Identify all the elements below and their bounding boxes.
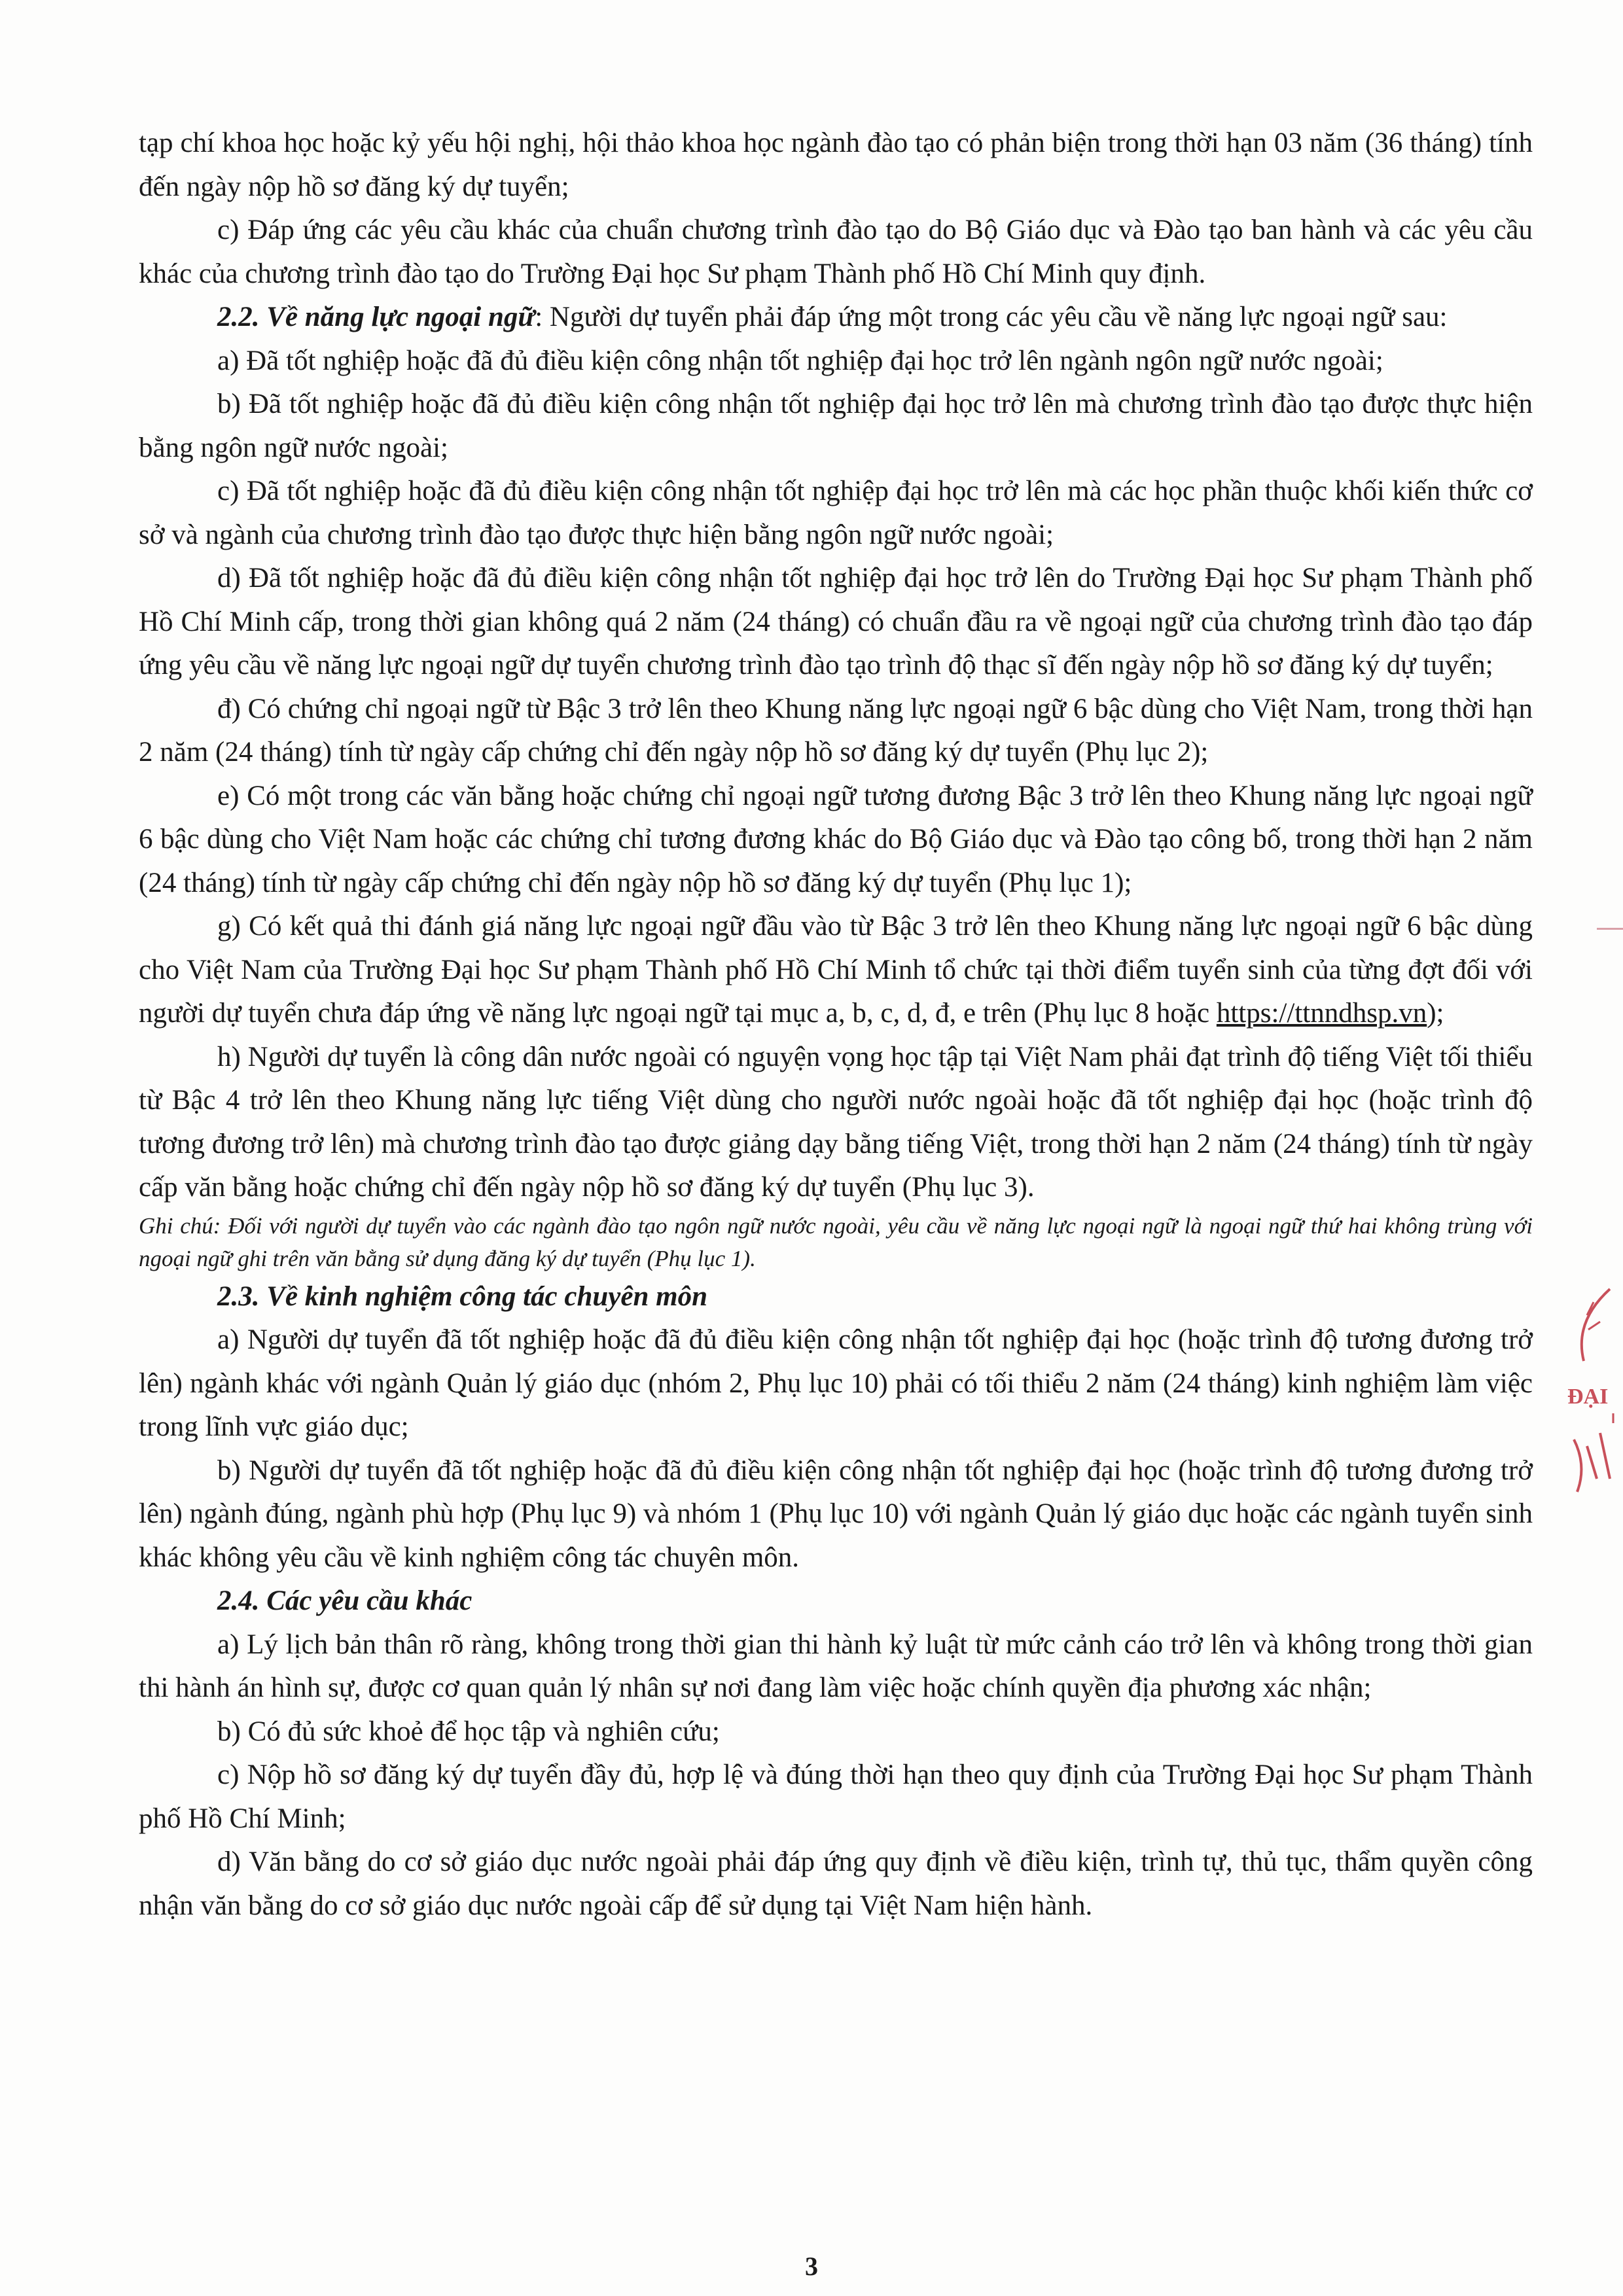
section-2-2-item-dd: đ) Có chứng chỉ ngoại ngữ từ Bậc 3 trở lên theo Khung năng lực ngoại ngữ 6 bậc dùng cho Việt Nam, trong thời hạn 2 năm (24 tháng) tính từ ngày cấp chứng chỉ đến ngày nộp hồ sơ đăng ký dự tuyển (Phụ lục 2);	[139, 693, 1533, 768]
section-2-2-item-h: h) Người dự tuyển là công dân nước ngoài có nguyện vọng học tập tại Việt Nam phải đạt trình độ tiếng Việt tối thiểu từ Bậc 4 trở lên theo Khung năng lực tiếng Việt dùng cho người nước ngoài hoặc đã tốt nghiệp đại học (hoặc trình độ tương đương trở lên) mà chương trình đào tạo được giảng dạy bằng tiếng Việt, trong thời hạn 2 năm (24 tháng) tính từ ngày cấp văn bằng hoặc chứng chỉ đến ngày nộp hồ sơ đăng ký dự tuyển (Phụ lục 3).	[139, 1041, 1533, 1203]
section-2-2-item-a: a) Đã tốt nghiệp hoặc đã đủ điều kiện công nhận tốt nghiệp đại học trở lên ngành ngôn ngữ nước ngoài;	[217, 345, 1383, 376]
section-2-2-title: 2.2. Về năng lực ngoại ngữ	[217, 302, 535, 332]
section-2-2-intro: : Người dự tuyển phải đáp ứng một trong các yêu cầu về năng lực ngoại ngữ sau:	[535, 302, 1448, 332]
section-2-3-item-a: a) Người dự tuyển đã tốt nghiệp hoặc đã đủ điều kiện công nhận tốt nghiệp đại học (hoặc trình độ tương đương trở lên) ngành khác với ngành Quản lý giáo dục (nhóm 2, Phụ lục 10) phải có tối thiểu 2 năm (24 tháng) kinh nghiệm làm việc trong lĩnh vực giáo dục;	[139, 1324, 1533, 1442]
section-2-4-item-b: b) Có đủ sức khoẻ để học tập và nghiên cứu;	[217, 1716, 720, 1747]
section-2-4-title: 2.4. Các yêu cầu khác	[217, 1585, 473, 1616]
margin-line	[1597, 928, 1623, 930]
section-2-2-item-b: b) Đã tốt nghiệp hoặc đã đủ điều kiện công nhận tốt nghiệp đại học trở lên mà chương trình đào tạo được thực hiện bằng ngôn ngữ nước ngoài;	[139, 389, 1533, 463]
section-2-2-item-d: d) Đã tốt nghiệp hoặc đã đủ điều kiện công nhận tốt nghiệp đại học trở lên do Trường Đại học Sư phạm Thành phố Hồ Chí Minh cấp, trong thời gian không quá 2 năm (24 tháng) có chuẩn đầu ra về ngoại ngữ của chương trình đào tạo đáp ứng yêu cầu về năng lực ngoại ngữ dự tuyển chương trình đào tạo trình độ thạc sĩ đến ngày nộp hồ sơ đăng ký dự tuyển;	[139, 563, 1533, 680]
paragraph-item-c: c) Đáp ứng các yêu cầu khác của chuẩn chương trình đào tạo do Bộ Giáo dục và Đào tạo ban hành và các yêu cầu khác của chương trình đào tạo do Trường Đại học Sư phạm Thành phố Hồ Chí Minh quy định.	[139, 215, 1533, 289]
section-2-2-item-g	[139, 905, 1533, 1036]
section-2-2-paragraph	[139, 296, 1533, 340]
ttnndhsp-link[interactable]: https://ttnndhsp.vn	[1216, 998, 1427, 1029]
section-2-3-item-b: b) Người dự tuyển đã tốt nghiệp hoặc đã đủ điều kiện công nhận tốt nghiệp đại học (hoặc trình độ tương đương trở lên) ngành đúng, ngành phù hợp (Phụ lục 9) và nhóm 1 (Phụ lục 10) với ngành Quản lý giáo dục hoặc các ngành tuyển sinh khác không yêu cầu về kinh nghiệm công tác chuyên môn.	[139, 1455, 1533, 1573]
section-2-4-item-d: d) Văn bằng do cơ sở giáo dục nước ngoài phải đáp ứng quy định về điều kiện, trình tự, thủ tục, thẩm quyền công nhận văn bằng do cơ sở giáo dục nước ngoài cấp để sử dụng tại Việt Nam hiện hành.	[139, 1846, 1533, 1921]
page-number: 3	[805, 2252, 818, 2281]
paragraph-continuation: tạp chí khoa học hoặc kỷ yếu hội nghị, hội thảo khoa học ngành đào tạo có phản biện trong thời hạn 03 năm (36 tháng) tính đến ngày nộp hồ sơ đăng ký dự tuyển;	[139, 128, 1533, 202]
section-2-4-item-a: a) Lý lịch bản thân rõ ràng, không trong thời gian thi hành kỷ luật từ mức cảnh cáo trở lên và không trong thời gian thi hành án hình sự, được cơ quan quản lý nhân sự nơi đang làm việc hoặc chính quyền địa phương xác nhận;	[139, 1629, 1533, 1703]
section-2-3-title: 2.3. Về kinh nghiệm công tác chuyên môn	[217, 1280, 707, 1312]
document-body	[139, 122, 1533, 1928]
section-2-4-item-c: c) Nộp hồ sơ đăng ký dự tuyển đầy đủ, hợp lệ và đúng thời hạn theo quy định của Trường Đại học Sư phạm Thành phố Hồ Chí Minh;	[139, 1759, 1533, 1834]
seal-fragment-icon	[1548, 1282, 1620, 1505]
seal-text: ĐẠI	[1567, 1385, 1609, 1409]
section-2-2-item-c: c) Đã tốt nghiệp hoặc đã đủ điều kiện công nhận tốt nghiệp đại học trở lên mà các học phần thuộc khối kiến thức cơ sở và ngành của chương trình đào tạo được thực hiện bằng ngôn ngữ nước ngoài;	[139, 476, 1533, 550]
item-g-text: g) Có kết quả thi đánh giá năng lực ngoại ngữ đầu vào từ Bậc 3 trở lên theo Khung năng lực ngoại ngữ 6 bậc dùng cho Việt Nam của Trường Đại học Sư phạm Thành phố Hồ Chí Minh tổ chức tại thời điểm tuyển sinh của từng đợt đối với người dự tuyển chưa đáp ứng về năng lực ngoại ngữ tại mục a, b, c, d, đ, e trên (Phụ lục 8 hoặc	[139, 911, 1533, 1029]
note-paragraph: Ghi chú: Đối với người dự tuyển vào các ngành đào tạo ngôn ngữ nước ngoài, yêu cầu về năng lực ngoại ngữ là ngoại ngữ thứ hai không trùng với ngoại ngữ ghi trên văn bằng sử dụng đăng ký dự tuyển (Phụ lục 1).	[139, 1212, 1533, 1271]
section-2-2-item-e: e) Có một trong các văn bằng hoặc chứng chỉ ngoại ngữ tương đương Bậc 3 trở lên theo Khung năng lực ngoại ngữ 6 bậc dùng cho Việt Nam hoặc các chứng chỉ tương đương khác do Bộ Giáo dục và Đào tạo công bố, trong thời hạn 2 năm (24 tháng) tính từ ngày cấp chứng chỉ đến ngày nộp hồ sơ đăng ký dự tuyển (Phụ lục 1);	[139, 780, 1533, 898]
item-g-end: );	[1427, 998, 1444, 1029]
